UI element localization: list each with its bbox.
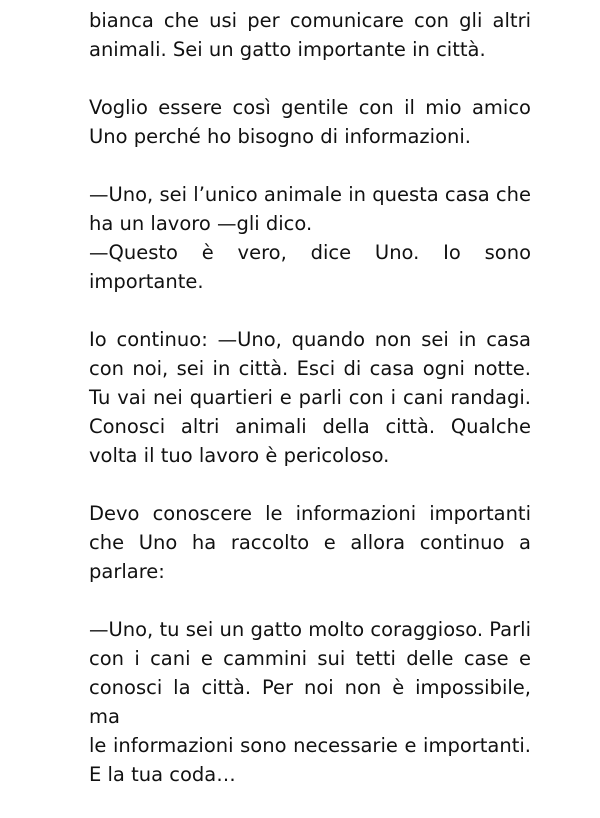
text-line: Uno perché ho bisogno di informazioni. bbox=[89, 125, 471, 148]
text-line: E la tua coda… bbox=[89, 763, 236, 786]
text-line: Devo conoscere le informazioni importanti bbox=[89, 502, 531, 525]
text-line: animali. Sei un gatto importante in città. bbox=[89, 38, 486, 61]
page-body-text bbox=[89, 6, 531, 818]
text-line: —Uno, sei l’unico animale in questa casa che bbox=[89, 183, 531, 206]
text-line: con noi, sei in città. Esci di casa ogni notte. bbox=[89, 357, 531, 380]
paragraph bbox=[89, 238, 531, 296]
text-line: conosci la città. Per noi non è impossibile, ma bbox=[89, 676, 531, 728]
text-line: importante. bbox=[89, 270, 204, 293]
paragraph bbox=[89, 615, 531, 789]
text-line: —Uno, tu sei un gatto molto coraggioso. Parli bbox=[89, 618, 531, 641]
text-line: Io continuo: —Uno, quando non sei in casa bbox=[89, 328, 531, 351]
text-line: Voglio essere così gentile con il mio amico bbox=[89, 96, 531, 119]
text-line: che Uno ha raccolto e allora continuo a bbox=[89, 531, 531, 554]
paragraph bbox=[89, 6, 531, 64]
text-line: bianca che usi per comunicare con gli altri bbox=[89, 9, 531, 32]
text-line: Conosci altri animali della città. Qualche bbox=[89, 415, 531, 438]
paragraph bbox=[89, 93, 531, 151]
paragraph bbox=[89, 180, 531, 238]
text-line: Tu vai nei quartieri e parli con i cani randagi. bbox=[89, 386, 531, 409]
text-line: —Questo è vero, dice Uno. Io sono bbox=[89, 241, 531, 264]
text-line: ha un lavoro —gli dico. bbox=[89, 212, 313, 235]
text-line: con i cani e cammini sui tetti delle case e bbox=[89, 647, 531, 670]
paragraph bbox=[89, 499, 531, 586]
text-line: volta il tuo lavoro è pericoloso. bbox=[89, 444, 390, 467]
text-line: le informazioni sono necessarie e importanti. bbox=[89, 734, 531, 757]
paragraph bbox=[89, 325, 531, 470]
text-line: parlare: bbox=[89, 560, 165, 583]
